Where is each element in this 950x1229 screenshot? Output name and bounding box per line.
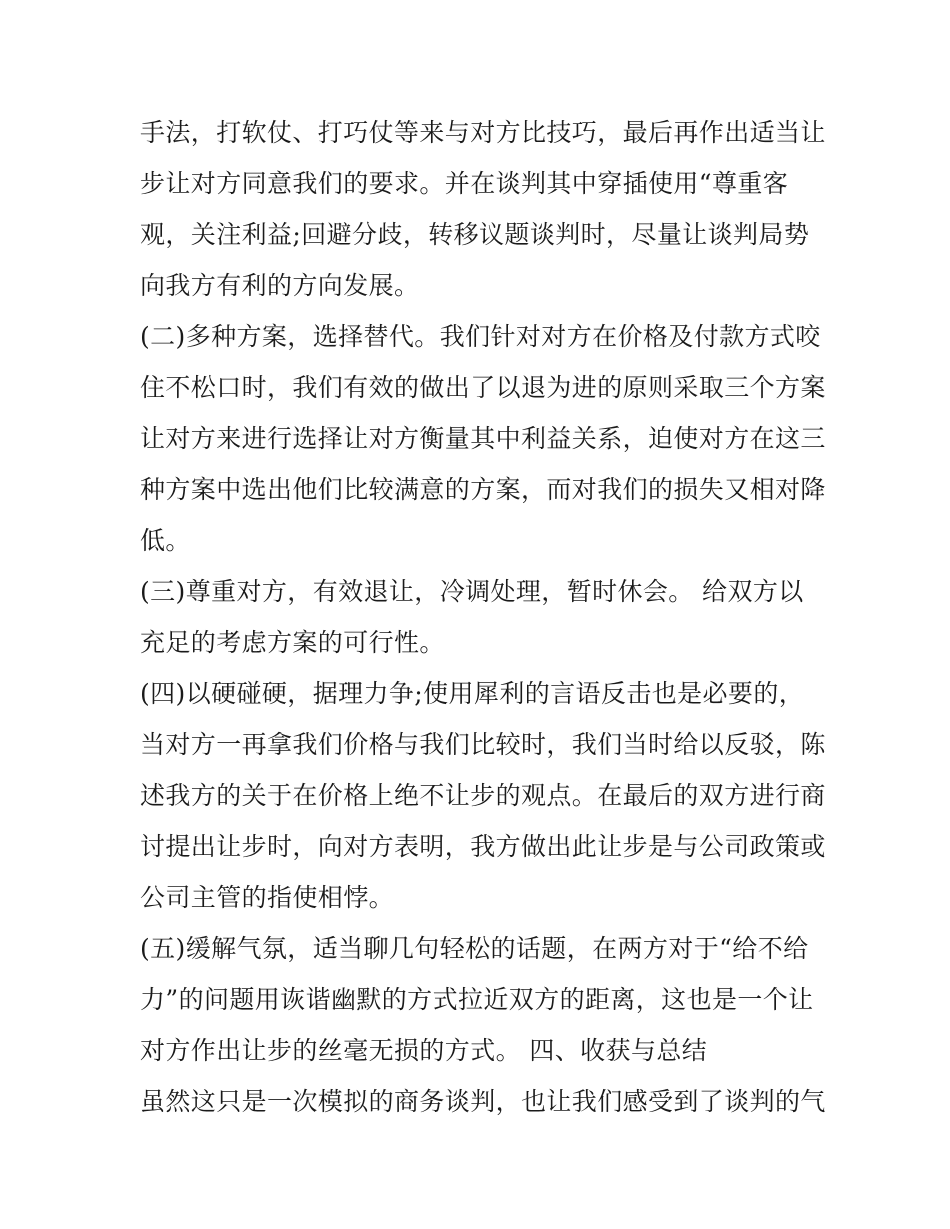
text-line: 步让对方同意我们的要求。并在谈判其中穿插使用“尊重客 [140,169,789,198]
text-line: 种方案中选出他们比较满意的方案，而对我们的损失又相对降 [140,475,826,504]
text-line: (三)尊重对方，有效退让，冷调处理，暂时休会。 给双方以 [140,577,804,606]
text-line: 向我方有利的方向发展。 [140,271,420,300]
text-line: 住不松口时，我们有效的做出了以退为进的原则采取三个方案 [140,373,826,402]
text-line: 当对方一再拿我们价格与我们比较时，我们当时给以反驳，陈 [140,730,826,759]
text-line: 让对方来进行选择让对方衡量其中利益关系，迫使对方在这三 [140,424,826,453]
text-line: 低。 [140,526,191,555]
text-line: (四)以硬碰硬，据理力争;使用犀利的言语反击也是必要的， [140,679,805,708]
text-line: 讨提出让步时，向对方表明，我方做出此让步是与公司政策或 [140,832,826,861]
text-line: (二)多种方案，选择替代。我们针对对方在价格及付款方式咬 [140,322,821,351]
text-line: 充足的考虑方案的可行性。 [140,628,445,657]
text-line: 述我方的关于在价格上绝不让步的观点。在最后的双方进行商 [140,781,826,810]
document-body [140,107,826,1127]
text-line: 公司主管的指使相悖。 [140,883,395,912]
text-line: 手法，打软仗、打巧仗等来与对方比技巧，最后再作出适当让 [140,118,826,147]
text-line: 对方作出让步的丝毫无损的方式。 四、收获与总结 [140,1036,708,1065]
text-line: 虽然这只是一次模拟的商务谈判，也让我们感受到了谈判的气 [140,1087,826,1116]
text-line: (五)缓解气氛，适当聊几句轻松的话题，在两方对于“给不给 [140,934,809,963]
text-line: 观，关注利益;回避分歧，转移议题谈判时，尽量让谈判局势 [140,220,810,249]
text-line: 力”的问题用诙谐幽默的方式拉近双方的距离，这也是一个让 [140,985,814,1014]
